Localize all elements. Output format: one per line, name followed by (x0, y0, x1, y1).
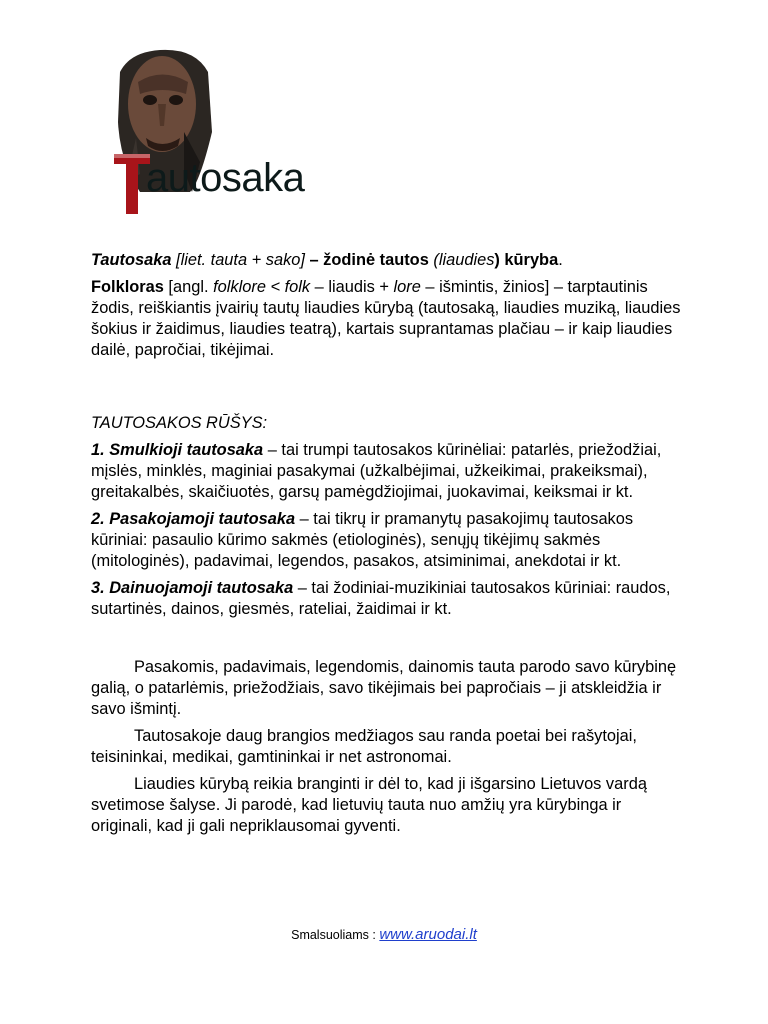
footer-label: Smalsuoliams : (291, 928, 380, 942)
section-heading: TAUTOSAKOS RŪŠYS: (91, 414, 268, 432)
paragraph: Pasakomis, padavimais, legendomis, dainomis tauta parodo savo kūrybinę galią, o patarlėmis, priežodžiais, savo tikėjimais bei papročiais – ji atskleidžia ir savo išmintį. (91, 658, 677, 718)
footer (0, 926, 768, 943)
definition-tautosaka: Tautosaka [liet. tauta + sako] – žodinė tautos (liaudies) kūryba. (91, 251, 563, 269)
definition-folkloras: Folkloras [angl. folklore < folk – liaudis + lore – išmintis, žinios] – tarptautinis žodis, reiškiantis įvairių tautų liaudies kūrybą (tautosaką, liaudies muziką, liaudies šokius ir žaidimus, liaudies teatrą), kartais suprantamas plačiau – ir kaip liaudies dailė, papročiai, tikėjimai. (91, 278, 681, 359)
footer-link[interactable]: www.aruodai.lt (379, 926, 477, 943)
tautosaka-logo (100, 42, 340, 222)
type-item: 2. Pasakojamoji tautosaka – tai tikrų ir pramanytų pasakojimų tautosakos kūriniai: pasaulio kūrimo sakmės (etiologinės), senųjų tikėjimų sakmės (mitologinės), padavimai, legendos, pasakos, atsiminimai, anekdotai ir kt. (91, 510, 634, 570)
type-item: 3. Dainuojamoji tautosaka – tai žodiniai-muzikiniai tautosakos kūriniai: raudos, sutartinės, dainos, giesmės, rateliai, žaidimai ir kt. (91, 579, 671, 618)
paragraph: Liaudies kūrybą reikia branginti ir dėl to, kad ji išgarsino Lietuvos vardą svetimose šalyse. Ji parodė, kad lietuvių tauta nuo amžių yra kūrybinga ir originali, kad ji gali nepriklausomai gyventi. (91, 775, 647, 835)
paragraph: Tautosakoje daug brangios medžiagos sau randa poetai bei rašytojai, teisininkai, medikai, gamtininkai ir net astronomai. (91, 727, 637, 766)
type-item: 1. Smulkioji tautosaka – tai trumpi tautosakos kūrinėliai: patarlės, priežodžiai, mįslės, minklės, maginiai pasakymai (užkalbėjimai, užkeikimai, prakeiksmai), greitakalbės, skaičiuotės, garsų pamėgdžiojimai, juokavimai, keiksmai ir kt. (91, 441, 662, 501)
document-body (91, 250, 681, 837)
logo-wordmark: autosaka (146, 156, 305, 200)
